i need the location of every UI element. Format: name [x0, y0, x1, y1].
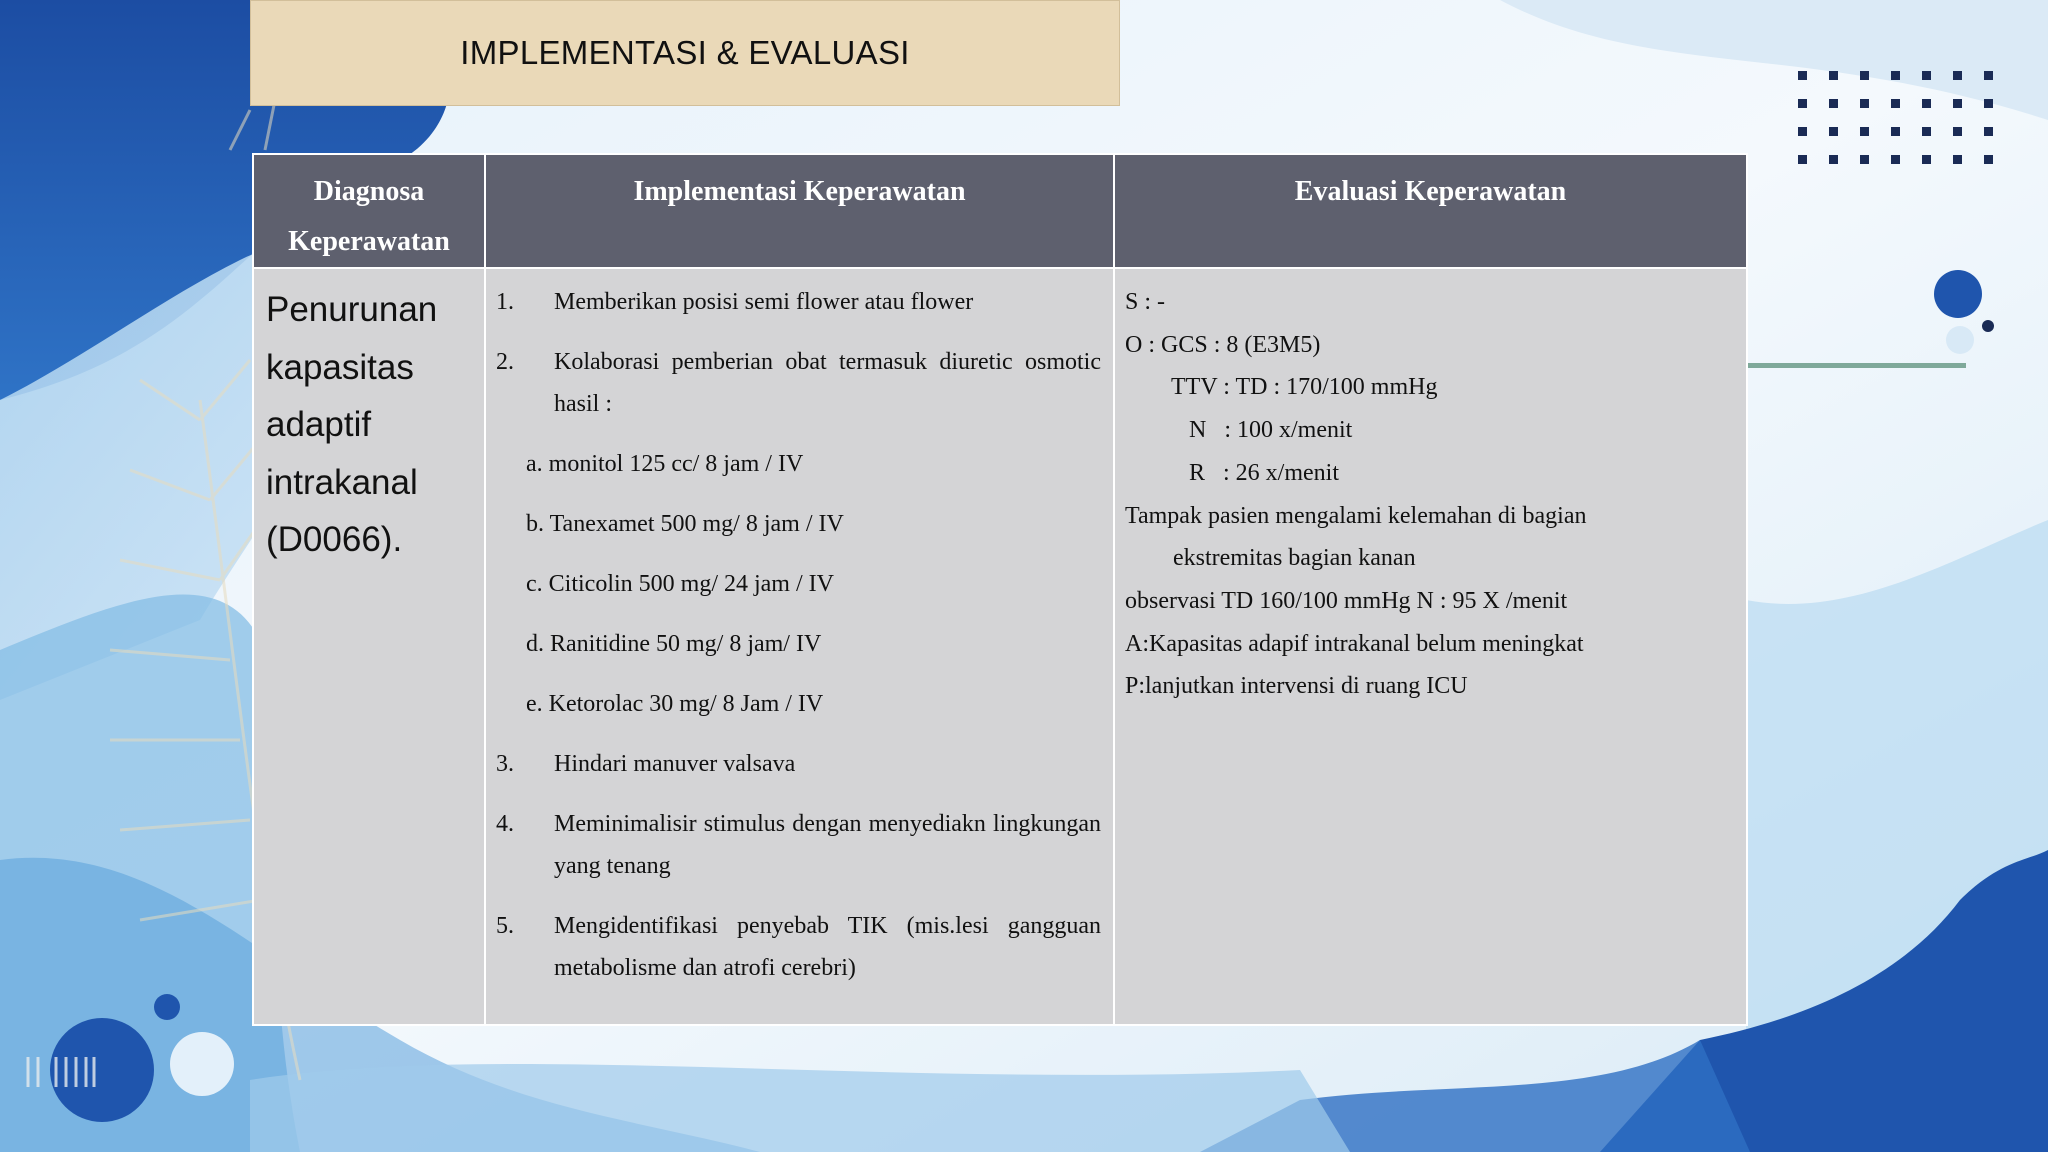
eval-plan: P:lanjutkan intervensi di ruang ICU [1125, 673, 1468, 700]
sub-item: e. Ketorolac 30 mg/ 8 Jam / IV [526, 691, 824, 717]
item-text: Mengidentifikasi penyebab TIK (mis.lesi gangguan metabolisme dan atrofi cerebri) [554, 913, 1101, 981]
sub-item: d. Ranitidine 50 mg/ 8 jam/ IV [526, 631, 822, 657]
eval-objective-gcs: O : GCS : 8 (E3M5) [1125, 331, 1321, 358]
item-number: 5. [496, 913, 514, 939]
header-evaluasi: Evaluasi Keperawatan [1114, 154, 1747, 268]
item-text: Memberikan posisi semi flower atau flower [554, 289, 974, 315]
item-number: 2. [496, 349, 514, 375]
item-text: Kolaborasi pemberian obat termasuk diuretic osmotic hasil : [554, 349, 1101, 417]
list-item [496, 281, 1101, 323]
list-item [496, 905, 1101, 989]
item-number: 3. [496, 751, 514, 777]
eval-observasi: observasi TD 160/100 mmHg N : 95 X /menit [1125, 587, 1568, 614]
header-implementasi: Implementasi Keperawatan [485, 154, 1114, 268]
slide-title: IMPLEMENTASI & EVALUASI [460, 34, 910, 71]
sub-item: a. monitol 125 cc/ 8 jam / IV [526, 451, 804, 477]
list-item [496, 341, 1101, 425]
eval-subjective: S : - [1125, 289, 1166, 315]
eval-tampak-line1: Tampak pasien mengalami kelemahan di bagian [1125, 502, 1587, 529]
item-text: Meminimalisir stimulus dengan menyediakn lingkungan yang tenang [554, 811, 1101, 879]
evaluasi-cell [1114, 268, 1747, 1025]
eval-nadi: N : 100 x/menit [1189, 417, 1353, 444]
table-row [253, 268, 1747, 1025]
sub-item: b. Tanexamet 500 mg/ 8 jam / IV [526, 511, 844, 537]
nursing-care-table [252, 153, 1748, 1026]
eval-assessment: A:Kapasitas adapif intrakanal belum meningkat [1125, 630, 1584, 657]
eval-ttv: TTV : TD : 170/100 mmHg [1171, 374, 1438, 401]
list-item [496, 803, 1101, 887]
list-item [496, 743, 1101, 785]
diagnosa-cell [253, 268, 485, 1025]
sub-item: c. Citicolin 500 mg/ 24 jam / IV [526, 571, 834, 597]
item-number: 4. [496, 811, 514, 837]
eval-respirasi: R : 26 x/menit [1189, 459, 1339, 486]
item-text: Hindari manuver valsava [554, 751, 796, 777]
header-diagnosa: Diagnosa Keperawatan [253, 154, 485, 268]
item-number: 1. [496, 289, 514, 315]
implementasi-cell [485, 268, 1114, 1025]
eval-tampak-line2: ekstremitas bagian kanan [1173, 545, 1416, 572]
diagnosa-text: Penurunan kapasitas adaptif intrakanal (D0066). [266, 290, 438, 559]
title-box [250, 0, 1120, 106]
table-header-row [253, 154, 1747, 268]
